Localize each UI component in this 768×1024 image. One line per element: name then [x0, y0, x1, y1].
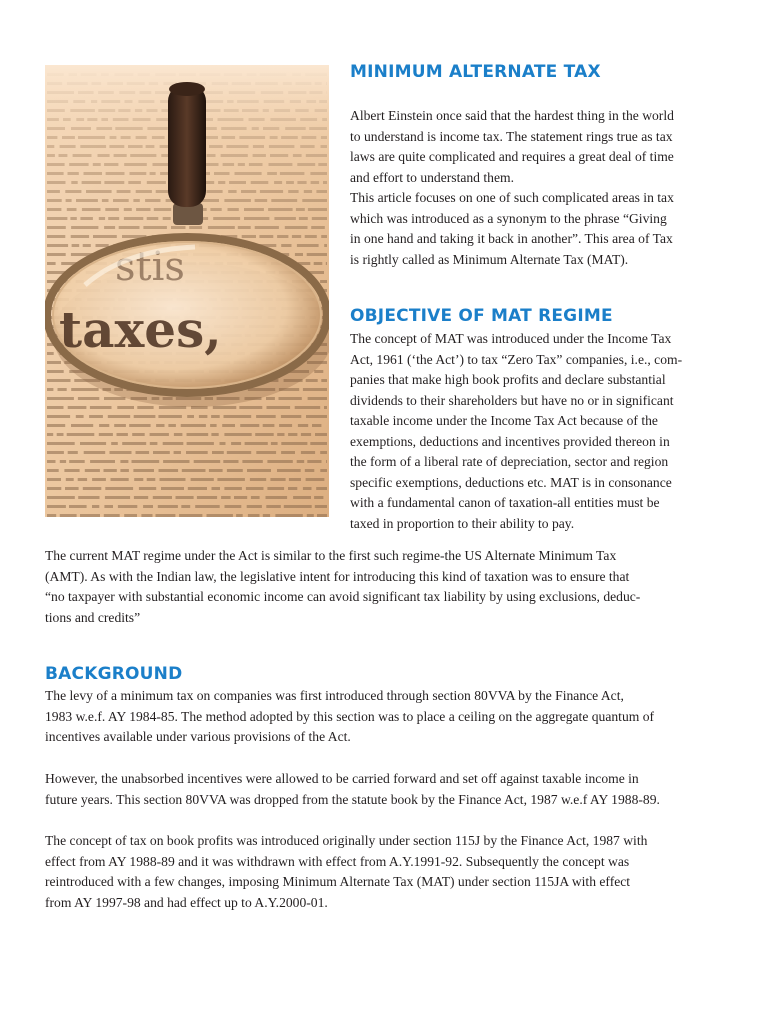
newsprint-word [188, 487, 207, 490]
newsprint-word [288, 487, 297, 490]
newsprint-word [158, 415, 182, 418]
newsprint-word [58, 388, 67, 391]
newsprint-word [136, 451, 150, 454]
newsprint-word [65, 487, 79, 490]
newsprint-word [137, 406, 153, 409]
newsprint-word [67, 433, 95, 436]
newsprint-word [90, 406, 112, 409]
newsprint-word [255, 433, 274, 436]
newsprint-word [231, 442, 241, 445]
newsprint-word [315, 433, 327, 436]
magnified-headline-text: taxes, [59, 300, 222, 359]
newsprint-word [224, 487, 242, 490]
newsprint-word [69, 460, 85, 463]
newsprint-word [267, 460, 292, 463]
newsprint-word [195, 505, 220, 508]
newsprint-word [117, 406, 134, 409]
newsprint-word [213, 406, 237, 409]
newsprint-word [315, 505, 327, 508]
newsprint-word [267, 406, 291, 409]
newsprint-word [212, 487, 221, 490]
objective-heading: OBJECTIVE OF MAT REGIME [350, 306, 613, 326]
newsprint-word [47, 379, 71, 382]
newsprint-word [153, 496, 172, 499]
newsprint-word [104, 505, 113, 508]
newsprint-word [105, 496, 130, 499]
newsprint-word [181, 505, 190, 508]
newsprint-word [120, 469, 128, 472]
newsprint-word [71, 424, 93, 427]
newsprint-word [47, 415, 70, 418]
newsprint-word [179, 514, 202, 517]
text-line: taxed in proportion to their ability to pay. [350, 515, 575, 531]
newsprint-word [303, 388, 327, 391]
text-line: specific exemptions, deductions etc. MAT is in consonance [350, 474, 672, 490]
newsprint-word [303, 487, 312, 490]
newsprint-word [306, 379, 318, 382]
background-heading: BACKGROUND [45, 664, 183, 684]
magnifier-illustration [45, 65, 329, 517]
newsprint-word [194, 460, 221, 463]
newsprint-word [129, 424, 150, 427]
newsprint-word [209, 469, 223, 472]
newsprint-word [251, 496, 260, 499]
background-paragraph-2 [45, 769, 713, 810]
newsprint-word [69, 505, 87, 508]
newsprint-word [271, 442, 278, 445]
newsprint-word [310, 442, 327, 445]
newsprint-word [186, 451, 208, 454]
newsprint-word [266, 496, 288, 499]
newsprint-word [284, 505, 312, 508]
newsprint-word [181, 424, 206, 427]
newsprint-word [281, 442, 307, 445]
newsprint-word [47, 487, 61, 490]
minimum-alternate-tax-heading: MINIMUM ALTERNATE TAX [350, 62, 601, 82]
newsprint-word [124, 514, 137, 517]
newsprint-word [104, 469, 117, 472]
newsprint-word [281, 415, 301, 418]
text-line: is rightly called as Minimum Alternate Tax (MAT). [350, 251, 629, 267]
newsprint-word [156, 424, 164, 427]
newsprint-word [211, 433, 218, 436]
newsprint-word [247, 505, 262, 508]
newsprint-word [163, 442, 184, 445]
newsprint-word [134, 415, 156, 418]
newsprint-word [153, 451, 170, 454]
newsprint-word [110, 451, 132, 454]
text-line: (AMT). As with the Indian law, the legislative intent for introducing this kind of taxation was to ensure that [45, 568, 630, 584]
text-line: “no taxpayer with substantial economic income can avoid significant tax liability by using exclusions, deduc- [45, 589, 641, 604]
text-line: The concept of tax on book profits was introduced originally under section 115J by the Finance Act, 1987 with [45, 833, 648, 848]
newsprint-word [99, 433, 113, 436]
newsprint-word [326, 460, 327, 463]
newsprint-word [85, 469, 100, 472]
newsprint-word [117, 433, 128, 436]
newsprint-word [99, 424, 109, 427]
newsprint-word [89, 415, 103, 418]
newsprint-word [298, 424, 308, 427]
newsprint-word [256, 415, 276, 418]
newsprint-word [176, 496, 194, 499]
newsprint-word [47, 469, 59, 472]
newsprint-word [78, 496, 99, 499]
text-line: 1983 w.e.f. AY 1984-85. The method adopted by this section was to place a ceiling on the aggregate quantum of [45, 708, 655, 724]
magnifying-glass-newspaper-image [45, 65, 329, 517]
newsprint-word [118, 505, 137, 508]
text-line: which was introduced as a synonym to the phrase “Giving [350, 210, 667, 226]
newsprint-word [191, 478, 214, 481]
newsprint-word [246, 487, 264, 490]
newsprint-word [132, 433, 145, 436]
newsprint-word [156, 514, 176, 517]
newsprint-word [68, 451, 78, 454]
text-line: Albert Einstein once said that the hardest thing in the world [350, 108, 674, 123]
newsprint-word [256, 451, 276, 454]
newsprint-word [239, 406, 262, 409]
newsprint-word [147, 478, 156, 481]
newsprint-word [160, 478, 186, 481]
newsprint-word [297, 460, 305, 463]
newsprint-word [47, 442, 75, 445]
intro-paragraph [350, 106, 713, 270]
text-line: in one hand and taking it back in another”. This area of Tax [350, 231, 673, 246]
newsprint-word [78, 397, 99, 400]
newsprint-word [312, 424, 321, 427]
newsprint-word [212, 451, 224, 454]
newsprint-word [222, 424, 235, 427]
newsprint-word [104, 397, 125, 400]
text-line: laws are quite complicated and requires a great deal of time [350, 149, 674, 164]
background-paragraph-1 [45, 686, 713, 748]
newsprint-word [158, 505, 178, 508]
text-line: tions and credits” [45, 609, 141, 625]
newsprint-word [111, 478, 129, 481]
newsprint-word [301, 433, 311, 436]
newsprint-word [76, 415, 84, 418]
newsprint-word [47, 496, 75, 499]
newsprint-word [197, 496, 217, 499]
newsprint-word [266, 505, 281, 508]
newsprint-word [182, 469, 206, 472]
newsprint-word [47, 505, 66, 508]
newsprint-word [161, 487, 184, 490]
newsprint-word [47, 424, 65, 427]
text-line: incentives available under various provisions of the Act. [45, 729, 351, 744]
text-line: exemptions, deductions and incentives provided thereon in [350, 433, 670, 449]
newsprint-word [174, 451, 181, 454]
newsprint-word [132, 460, 160, 463]
newsprint-word [320, 451, 327, 454]
text-line: The levy of a minimum tax on companies was first introduced through section 80VVA by the Finance Act, [45, 688, 624, 703]
newsprint-word [307, 514, 314, 517]
newsprint-word [267, 487, 284, 490]
text-line: effect from AY 1988-89 and it was withdrawn with effect from A.Y.1991-92. Subsequently the concept was [45, 853, 630, 869]
newsprint-word [279, 397, 302, 400]
newsprint-word [92, 505, 99, 508]
newsprint-word [289, 478, 301, 481]
text-line: future years. This section 80VVA was dropped from the statute book by the Finance Act, 1987 w.e.f AY 1988-89. [45, 791, 660, 807]
newsprint-word [295, 406, 321, 409]
newsprint-word [134, 496, 148, 499]
newsprint-word [47, 478, 61, 481]
text-line: reintroduced with a few changes, imposing Minimum Alternate Tax (MAT) under section 115JA with effect [45, 874, 631, 889]
newsprint-word [80, 442, 106, 445]
newsprint-word [187, 442, 214, 445]
newsprint-word [47, 514, 56, 517]
newsprint-word [275, 514, 302, 517]
newsprint-word [60, 514, 77, 517]
newsprint-word [120, 460, 128, 463]
newsprint-word [277, 469, 301, 472]
newsprint-word [305, 469, 315, 472]
newsprint-word [263, 514, 270, 517]
newsprint-word [301, 451, 315, 454]
newsprint-word [277, 433, 284, 436]
newsprint-word [242, 460, 262, 463]
newsprint-word [104, 514, 120, 517]
newsprint-word [270, 478, 285, 481]
text-line: The concept of MAT was introduced under the Income Tax [350, 331, 672, 346]
newsprint-word [47, 451, 64, 454]
objective-paragraph [350, 329, 713, 534]
newsprint-word [288, 433, 297, 436]
newsprint-word [174, 433, 183, 436]
newsprint-word [47, 388, 53, 391]
newsprint-word [316, 487, 327, 490]
newsprint-word [133, 469, 154, 472]
newsprint-word [108, 415, 130, 418]
amt-paragraph [45, 546, 713, 628]
newsprint-word [320, 280, 327, 283]
newsprint-word [227, 469, 243, 472]
newsprint-word [80, 514, 100, 517]
newsprint-word [105, 487, 133, 490]
newsprint-word [60, 460, 66, 463]
newsprint-word [307, 460, 321, 463]
newsprint-word [47, 397, 74, 400]
newsprint-word [221, 496, 231, 499]
newsprint-word [234, 496, 247, 499]
newsprint-word [141, 514, 152, 517]
newsprint-word [227, 451, 251, 454]
text-line: with a fundamental canon of taxation-all entities must be [350, 495, 660, 510]
newsprint-word [236, 514, 243, 517]
newsprint-word [64, 469, 79, 472]
newsprint-word [68, 406, 87, 409]
newsprint-word [293, 496, 311, 499]
newsprint-word [134, 478, 143, 481]
newsprint-word [306, 478, 325, 481]
newsprint-word [150, 442, 158, 445]
newsprint-word [122, 442, 146, 445]
newsprint-word [279, 424, 292, 427]
newsprint-word [240, 424, 259, 427]
text-line: panies that make high book profits and declare substantial [350, 372, 666, 387]
newsprint-word [47, 433, 53, 436]
background-paragraph-3 [45, 831, 713, 913]
newsprint-word [245, 442, 268, 445]
newsprint-word [225, 505, 242, 508]
newsprint-word [314, 496, 323, 499]
newsprint-word [47, 361, 61, 364]
newsprint-word [143, 505, 153, 508]
newsprint-word [47, 406, 64, 409]
newsprint-word [317, 514, 327, 517]
newsprint-word [217, 478, 245, 481]
newsprint-word [187, 433, 209, 436]
newsprint-word [187, 415, 194, 418]
newsprint-word [57, 433, 64, 436]
newsprint-word [47, 460, 56, 463]
text-line: dividends to their shareholders but have no or in significant [350, 392, 674, 408]
newsprint-word [199, 415, 208, 418]
text-line: the form of a liberal rate of depreciation, sector and region [350, 454, 669, 469]
newsprint-word [83, 487, 102, 490]
newsprint-word [47, 352, 54, 355]
newsprint-word [306, 415, 327, 418]
newsprint-word [224, 433, 251, 436]
text-line: This article focuses on one of such complicated areas in tax [350, 190, 674, 205]
text-line: The current MAT regime under the Act is similar to the first such regime-the US Alternate Minimum Tax [45, 548, 617, 563]
newsprint-word [263, 424, 275, 427]
newsprint-word [250, 478, 266, 481]
text-line: from AY 1997-98 and had effect up to A.Y.2000-01. [45, 894, 328, 910]
text-line: Act, 1961 (‘the Act’) to tax “Zero Tax” companies, i.e., com- [350, 351, 683, 367]
newsprint-word [71, 388, 98, 391]
text-line: taxable income under the Income Tax Act because of the [350, 413, 658, 428]
newsprint-word [248, 514, 260, 517]
newsprint-word [163, 460, 189, 463]
newsprint-word [150, 433, 169, 436]
magnified-fragment-text: stis [115, 244, 185, 290]
newsprint-word [90, 460, 115, 463]
newsprint-word [207, 514, 233, 517]
newsprint-word [314, 370, 323, 373]
newsprint-word [111, 442, 118, 445]
newsprint-word [168, 424, 176, 427]
newsprint-word [220, 442, 226, 445]
newsprint-word [47, 370, 64, 373]
text-line: and effort to understand them. [350, 169, 514, 185]
text-line: to understand is income tax. The statement rings true as tax [350, 128, 673, 144]
newsprint-word [321, 379, 327, 382]
newsprint-word [114, 424, 126, 427]
newsprint-word [78, 478, 87, 481]
newsprint-word [84, 451, 106, 454]
newsprint-word [320, 469, 327, 472]
newsprint-word [224, 415, 252, 418]
newsprint-word [247, 469, 271, 472]
newsprint-word [211, 415, 220, 418]
newsprint-word [139, 487, 156, 490]
newsprint-word [210, 424, 217, 427]
text-line: However, the unabsorbed incentives were allowed to be carried forward and set off against taxable income in [45, 771, 639, 786]
newsprint-word [223, 460, 238, 463]
newsprint-word [324, 406, 327, 409]
newsprint-word [92, 478, 106, 481]
newsprint-word [281, 451, 295, 454]
newsprint-word [266, 397, 275, 400]
newsprint-word [66, 478, 74, 481]
newsprint-word [308, 397, 327, 400]
newsprint-word [159, 469, 179, 472]
